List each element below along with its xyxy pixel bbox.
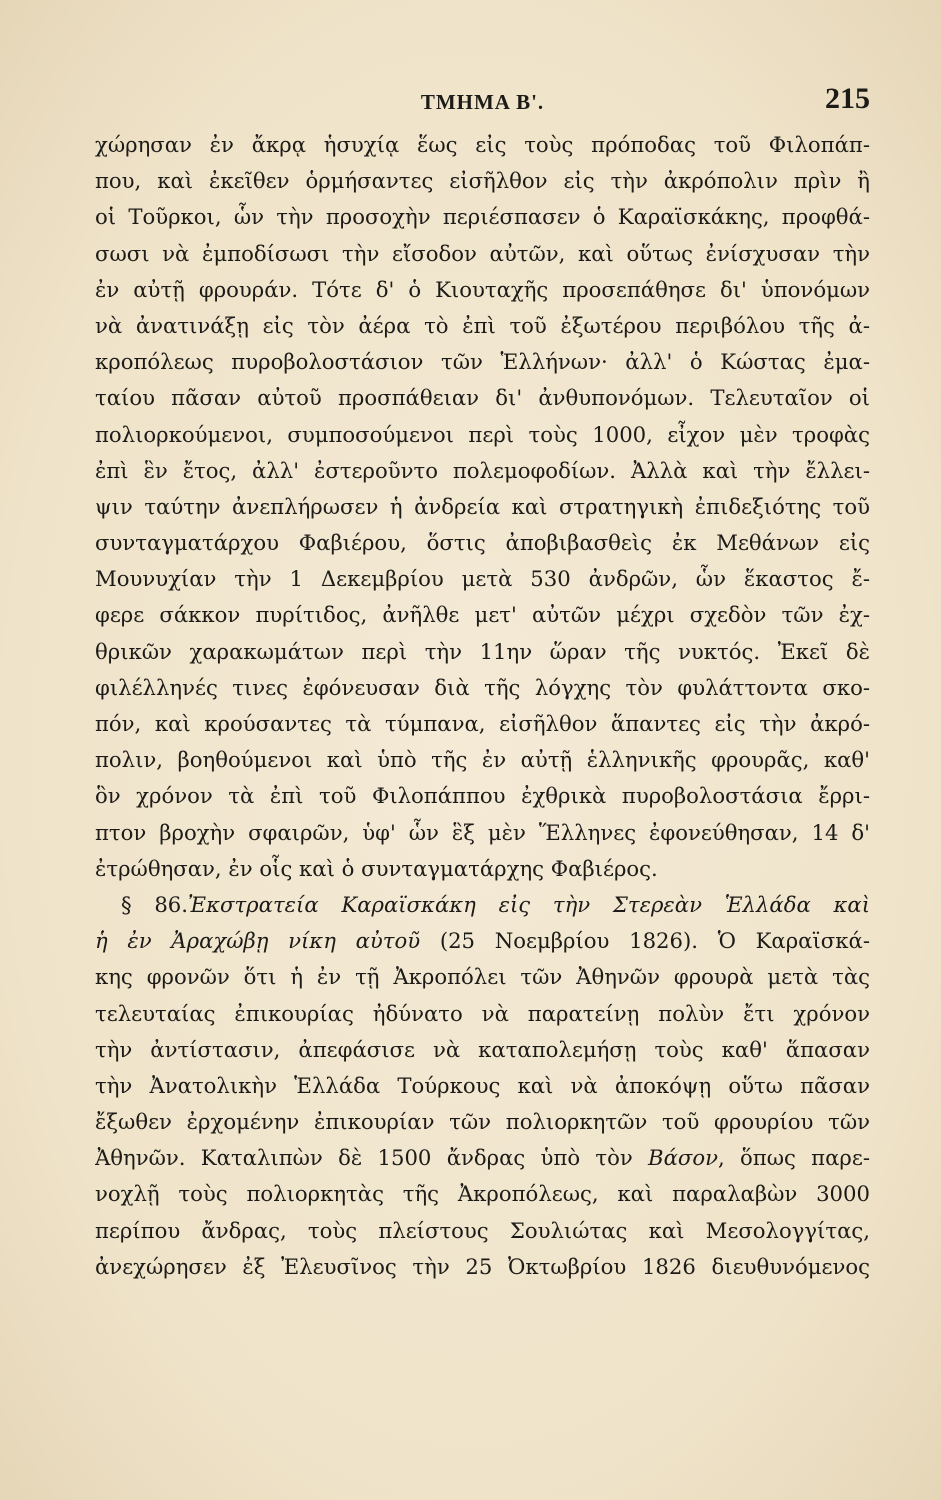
text-line: ὃν χρόνον τὰ ἐπὶ τοῦ Φιλοπάππου ἐχθρικὰ πυροβολοστάσια ἔρρι- [95, 783, 870, 809]
name-italic: Βάσον [648, 1145, 719, 1171]
text-line: ἔξωθεν ἐρχομένην ἐπικουρίαν τῶν πολιορκητῶν τοῦ φρουρίου τῶν [95, 1109, 870, 1135]
section-date: (25 Νοεμβρίου 1826). [439, 928, 699, 954]
page-number: 215 [825, 82, 870, 115]
text-line: τὴν ἀντίστασιν, ἀπεφάσισε νὰ καταπολεμήσῃ τοὺς καθ' ἅπασαν [95, 1036, 870, 1062]
section-title-cont: ἡ ἐν Ἀραχώβῃ νίκη αὐτοῦ [95, 928, 421, 954]
text-line: σωσι νὰ ἐμποδίσωσι τὴν εἴσοδον αὐτῶν, καὶ οὕτως ἐνίσχυσαν τὴν [95, 240, 870, 266]
text-line: πολιν, βοηθούμενοι καὶ ὑπὸ τῆς ἐν αὐτῇ ἑλληνικῆς φρουρᾶς, καθ' [95, 747, 870, 773]
text-line: νὰ ἀνατινάξῃ εἰς τὸν ἀέρα τὸ ἐπὶ τοῦ ἐξωτέρου περιβόλου τῆς ἀ- [95, 312, 870, 338]
text-line: Μουνυχίαν τὴν 1 Δεκεμβρίου μετὰ 530 ἀνδρῶν, ὧν ἕκαστος ἔ- [95, 566, 870, 592]
section-title: Ἐκστρατεία Καραϊσκάκη εἰς τὴν Στερεὰν Ἑλλάδα καὶ [188, 891, 870, 917]
section-text: Ὁ Καραϊσκά- [717, 928, 870, 954]
text-line: πόν, καὶ κρούσαντες τὰ τύμπανα, εἰσῆλθον ἅπαντες εἰς τὴν ἀκρό- [95, 711, 870, 736]
running-title: ΤΜΗΜΑ Β'. [420, 90, 545, 114]
text-line: πολιορκούμενοι, συμποσούμενοι περὶ τοὺς 1000, εἶχον μὲν τροφὰς [95, 421, 870, 447]
text-line: περίπου ἄνδρας, τοὺς πλείστους Σουλιώτας καὶ Μεσολογγίτας, [95, 1217, 870, 1243]
text-line: νοχλῇ τοὺς πολιορκητὰς τῆς Ἀκροπόλεως, καὶ παραλαβὼν 3000 [95, 1181, 870, 1207]
text-line: οἱ Τοῦρκοι, ὧν τὴν προσοχὴν περιέσπασεν ὁ Καραϊσκάκης, προφθά- [95, 204, 870, 230]
text-line: συνταγματάρχου Φαβιέρου, ὅστις ἀποβιβασθεὶς ἐκ Μεθάνων εἰς [95, 530, 870, 556]
text-line: τὴν Ἀνατολικὴν Ἑλλάδα Τούρκους καὶ νὰ ἀποκόψῃ οὕτω πᾶσαν [95, 1072, 870, 1098]
text-line: θρικῶν χαρακωμάτων περὶ τὴν 11ην ὥραν τῆς νυκτός. Ἐκεῖ δὲ [95, 638, 870, 664]
body-text [95, 127, 870, 1285]
text-line: που, καὶ ἐκεῖθεν ὁρμήσαντες εἰσῆλθον εἰς τὴν ἀκρόπολιν πρὶν ἢ [95, 168, 870, 194]
text-span: , ὅπως παρε- [718, 1145, 870, 1171]
text-line: χώρησαν ἐν ἄκρᾳ ἡσυχίᾳ ἕως εἰς τοὺς πρόποδας τοῦ Φιλοπάπ- [95, 132, 870, 157]
text-span: Ἀθηνῶν. Καταλιπὼν δὲ 1500 ἄνδρας ὑπὸ τὸν [95, 1145, 649, 1171]
text-line: φερε σάκκον πυρίτιδος, ἀνῆλθε μετ' αὐτῶν μέχρι σχεδὸν τῶν ἐχ- [95, 602, 870, 628]
text-line [95, 1140, 870, 1176]
page-header [95, 82, 870, 132]
text-line: ἐτρώθησαν, ἐν οἷς καὶ ὁ συνταγματάρχης Φαβιέρος. [95, 855, 658, 881]
text-line: κης φρονῶν ὅτι ἡ ἐν τῇ Ἀκροπόλει τῶν Ἀθηνῶν φρουρὰ μετὰ τὰς [95, 964, 870, 990]
text-line: ἀνεχώρησεν ἐξ Ἐλευσῖνος τὴν 25 Ὀκτωβρίου 1826 διευθυνόμενος [95, 1253, 870, 1279]
text-line: πτον βροχὴν σφαιρῶν, ὑφ' ὧν ἓξ μὲν Ἕλληνες ἐφονεύθησαν, 14 δ' [95, 819, 870, 845]
text-line: ψιν ταύτην ἀνεπλήρωσεν ἡ ἀνδρεία καὶ στρατηγικὴ ἐπιδεξιότης τοῦ [95, 493, 870, 519]
text-line: ἐν αὐτῇ φρουράν. Τότε δ' ὁ Κιουταχῆς προσεπάθησε δι' ὑπονόμων [95, 276, 870, 302]
text-line: τελευταίας ἐπικουρίας ἠδύνατο νὰ παρατείνῃ πολὺν ἔτι χρόνον [95, 1000, 870, 1026]
text-line: ταίου πᾶσαν αὐτοῦ προσπάθειαν δι' ἀνθυπονόμων. Τελευταῖον οἱ [95, 385, 870, 411]
text-line: ἐπὶ ἓν ἔτος, ἀλλ' ἐστεροῦντο πολεμοφοδίων. Ἀλλὰ καὶ τὴν ἔλλει- [95, 457, 870, 483]
text-line: φιλέλληνές τινες ἐφόνευσαν διὰ τῆς λόγχης τὸν φυλάττοντα σκο- [95, 674, 870, 700]
section-heading-line [95, 887, 870, 923]
section-heading-line [95, 923, 870, 959]
section-marker: § 86. [121, 891, 189, 917]
text-line: κροπόλεως πυροβολοστάσιον τῶν Ἑλλήνων· ἀλλ' ὁ Κώστας ἐμα- [95, 349, 870, 375]
